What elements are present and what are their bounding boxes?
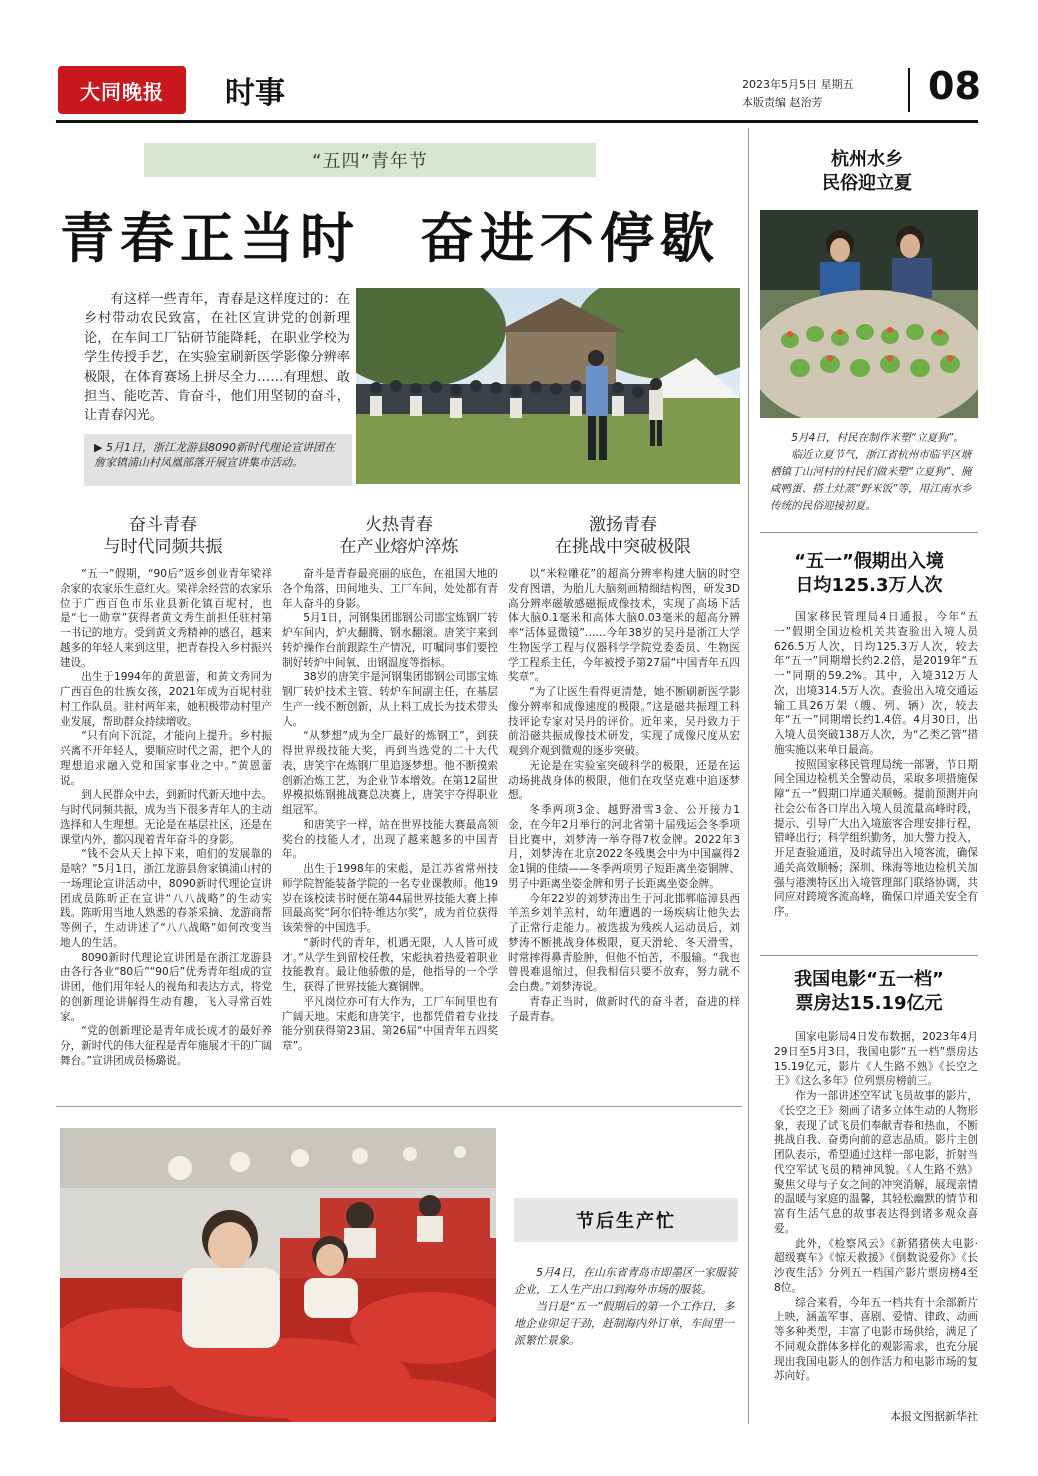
paragraph: “为了让医生看得更清楚，她不断刷新医学影像分辨率和成像速度的极限。”这是磁共振理工科技评论专家对吴丹的评价。近年来，吴丹致力于前沿磁共振成像技术研发，实现了成像尺度从宏观到介观到微观的逐步突破。: [508, 686, 740, 757]
paragraph: 无论是在实验室突破科学的极限，还是在运动场挑战身体的极限，他们在攻坚克难中追逐梦想。: [508, 759, 740, 802]
page-number: 08: [928, 64, 981, 108]
photo-lecture-outdoor: [356, 288, 740, 484]
issue-date: 2023年5月5日 星期五: [742, 78, 854, 91]
lead-paragraph: 有这样一些青年，青春是这样度过的：在乡村带动农民致富，在社区宣讲党的创新理论，在车间工厂钻研节能降耗，在职业学校为学生传授手艺，在实验室刷新医学影像分辨率极限，在体育赛场上拼尽全力……有理想、敢担当、能吃苦、肯奋斗，他们用坚韧的奋斗，让青春闪光。: [84, 292, 350, 424]
paragraph: “只有向下沉淀，才能向上提升。乡村振兴离不开年轻人，要顺应时代之需，把个人的理想追求融入党和国家事业之中。”黄恩蕾说。: [60, 730, 272, 787]
paragraph: 作为一部讲述空军试飞员故事的影片，《长空之王》刻画了诸多立体生动的人物形象，表现了试飞员们奉献青春和热血，不断挑战自我、奋勇向前的意志品质。影片主创团队表示，希望通过这样一部电影，折射当代空军试飞员的精神风貌。《人生路不熟》聚焦父母与子女之间的冲突消解，展现亲情的温暖与家庭的温馨，其轻松幽默的情节和富有生活气息的故事表达得到诸多观众喜爱。: [774, 1090, 978, 1235]
photo-caption: [514, 1264, 738, 1349]
sidebar-headline-1: [760, 148, 974, 196]
paragraph: “从梦想”成为全厂最好的炼钢工”，到获得世界级技能大奖，再到当选党的二十大代表，唐笑宇在炼钢厂里追逐梦想。他不断摸索创新冶炼工艺，为企业节本增效。在第12届世界模拟炼钢挑战赛总决赛上，唐笑宇夺得职业组冠军。: [282, 730, 498, 816]
header-rule: [56, 120, 978, 123]
paragraph: 8090新时代理论宣讲团是在浙江龙游县由各行各业“80后”“90后”优秀青年组成的宣讲团，他们用年轻人的视角和表达方式，将党的创新理论讲解得生动有趣，飞入寻常百姓家。: [60, 951, 272, 1023]
paragraph: 平凡岗位亦可有大作为，工厂车间里也有广阔天地。宋彪和唐笑宇，也都凭借着专业技能分别获得第23届、第26届“中国青年五四奖章”。: [282, 995, 498, 1052]
paragraph: 以“米粒雕花”的超高分辨率构建大脑的时空发育图谱，为胎儿大脑刻画精细结构图，研发3D高分辨率磁敏感磁振成像技术，实现了高场下活体大脑0.1毫米和高体大脑0.03毫米的超高分辨率“活体显微镜”……今年38岁的吴丹是浙江大学生物医学工程与仪器科学学院党委委员、生物医学工程系主任，今年被授予第27届“中国青年五四奖章”。: [508, 568, 740, 684]
paragraph: 出生于1998年的宋彪，是江苏省常州技师学院智能装备学院的一名专业课教师。他19岁在该校读书时便在第44届世界技能大赛上捧回最高奖“阿尔伯特·维达尔奖”，成为首位获得该荣誉的中国选手。: [282, 863, 498, 934]
section-rule: [56, 1106, 742, 1107]
photo-caption: ▶ 5月1日，浙江龙游县8090新时代理论宣讲团在詹家镇浦山村凤凰部落开展宣讲集市活动。: [84, 434, 352, 486]
subheading-line1: 激扬青春: [589, 515, 657, 535]
page-editor: 本版责编 赵治芳: [742, 96, 823, 109]
paragraph: “党的创新理论是青年成长成才的最好养分，新时代的伟大征程是青年施展才干的广阔舞台。”宣讲团成员杨璐说。: [60, 1025, 272, 1067]
section-title: 时事: [225, 76, 285, 111]
subheading-line2: 在挑战中突破极限: [555, 537, 691, 557]
paragraph: 冬季两项3金、越野滑雪3金、公开接力1金，在今年2月举行的河北省第十届残运会冬季项目比赛中，刘梦涛一举夺得7枚金牌。2022年3月，刘梦涛在北京2022冬残奥会中为中国赢得2金1铜的佳绩——冬季两项男子短距离坐姿铜牌、男子中距离坐姿金牌和男子长距离坐姿金牌。: [508, 804, 740, 890]
headline-line1: “五一”假期出入境: [794, 551, 944, 572]
subheading-col2: [296, 514, 502, 558]
article-col1: [60, 567, 272, 1095]
caption-line: 当日是“五一”假期后的第一个工作日，多地企业卯足干劲，赶制海内外订单，车间里一派繁忙景象。: [514, 1300, 735, 1347]
headline-line2: 民俗迎立夏: [822, 173, 912, 194]
article-col2: [282, 567, 498, 1095]
article-col3: [508, 567, 740, 1095]
paragraph: 综合来看，今年五一档共有十余部新片上映，涵盖军事、喜剧、爱情、律政、动画等多种类型，丰富了电影市场供给，满足了不同观众群体多样化的观影需求，也充分展现出我国电影人的创作活力和电影市场的复苏向好。: [774, 1296, 978, 1383]
main-headline: 青春正当时 奋进不停歇: [60, 206, 720, 270]
subheading-line2: 与时代同频共振: [103, 537, 223, 557]
kicker-banner: “五四”青年节: [144, 143, 596, 177]
paragraph: 到人民群众中去，到新时代新天地中去。与时代同频共振，成为当下很多青年人的主动选择和人生理想。无论是在基层社区，还是在课堂内外，都闪现着青年奋斗的身影。: [60, 789, 272, 846]
photo-story-title: 节后生产忙: [514, 1198, 738, 1242]
subheading-col1: [60, 514, 266, 558]
article-box-office: [774, 1030, 978, 1410]
headline-line1: 杭州水乡: [831, 149, 903, 170]
paragraph: “五一”假期，“90后”返乡创业青年梁祥余家的农家乐生意红火。梁祥余经营的农家乐位于广西百色市乐业县新化镇百坭村，也是“七一勋章”获得者黄文秀生前担任驻村第一书记的地方。受到黄文秀精神的感召，越来越多的年轻人来到这里，把青春投入乡村振兴建设。: [60, 568, 272, 669]
sidebar-rule: [760, 532, 978, 533]
byline: 本报文图据新华社: [890, 1410, 978, 1423]
paragraph: 按照国家移民管理局统一部署，节日期间全国边检机关全警动员，采取多项措施保障“五一”假期口岸通关顺畅。提前预测并向社会公布各口岸出入境人员流量高峰时段，提示、引导广大出入境旅客合理安排行程，错峰出行；科学组织勤务，加大警力投入，开足查验通道，及时疏导出入境客流，确保通关高效顺畅；深圳、珠海等地边检机关加强与港澳特区出入境管理部门联络协调，共同应对跨境客流高峰，确保口岸通关安全有序。: [774, 758, 978, 918]
header-divider: [908, 68, 910, 112]
photo-caption: [770, 430, 978, 515]
paragraph: 38岁的唐笑宇是河钢集团邯钢公司邯宝炼钢厂转炉技术主管、转炉车间副主任，在基层生产一线不断创新，从上料工成长为技术带头人。: [282, 671, 498, 728]
paragraph: 和唐笑宇一样，站在世界技能大赛最高领奖台的技能人才，出现了越来越多的中国青年。: [282, 818, 498, 861]
subheading-line1: 火热青春: [365, 515, 433, 535]
newspaper-logo: 大同晚报: [58, 66, 186, 114]
caption-line: 临近立夏节气，浙江省杭州市临平区塘栖镇丁山河村的村民们做米塑“立夏狗”、腌咸鸭蛋、搭土灶蒸“野米饭”等，用江南水乡传统的民俗迎接初夏。: [770, 449, 972, 512]
photo-rice-sculpture: [760, 210, 978, 418]
paragraph: 青春正当时，做新时代的奋斗者，奋进的样子最青春。: [508, 995, 740, 1023]
caption-line: 5月4日，村民在制作米塑“立夏狗”。: [791, 432, 964, 444]
sidebar-rule: [760, 955, 978, 956]
paragraph: 国家移民管理局4日通报，今年“五一”假期全国边检机关共查验出入境人员626.5万人次，日均125.3万人次，较去年“五一”同期增长约2.2倍，是2019年“五一”同期的59.2%。其中，入境312万人次，出境314.5万人次。查验出入境交通运输工具26万架（艘、列、辆）次，较去年“五一”同期增长约1.4倍。4月30日，出入境人员突破138万人次，为“乙类乙管”措施实施以来单日最高。: [774, 611, 978, 756]
paragraph: 5月1日，河钢集团邯钢公司邯宝炼钢厂转炉车间内，炉火翻腾、钢水翻滚。唐笑宇来到转炉操作台前跟踪生产情况，叮嘱同事们要控制好转炉中间氧、出钢温度等指标。: [282, 612, 498, 669]
photo-garment-factory: [60, 1128, 496, 1422]
caption-line: 5月4日，在山东省青岛市即墨区一家服装企业，工人生产出口到海外市场的服装。: [514, 1266, 737, 1296]
headline-line1: 我国电影“五一档”: [794, 969, 944, 990]
subheading-col3: [520, 514, 726, 558]
headline-line2: 票房达15.19亿元: [795, 993, 943, 1014]
paragraph: 此外，《检察风云》《新猪猪侠大电影·超级赛车》《惊天救援》《倒数说爱你》《长沙夜生活》分列五一档国产影片票房榜4至8位。: [774, 1237, 978, 1294]
paragraph: 奋斗是青春最亮丽的底色，在祖国大地的各个角落，田间地头、工厂车间，处处都有青年人奋斗的身影。: [282, 568, 498, 610]
paragraph: 今年22岁的刘梦涛出生于河北邯郸临漳县西羊羔乡刘羊羔村，幼年遭遇的一场疾病让他失去了正常行走能力。被选拔为残疾人运动员后，刘梦涛不断挑战身体极限，夏天滑轮、冬天滑雪，时常摔得鼻青脸肿，但他不怕苦，不服输。“我也曾畏难退缩过，但我相信只要不放弃，努力就不会白费。”刘梦涛说。: [508, 892, 740, 993]
paragraph: 国家电影局4日发布数据，2023年4月29日至5月3日，我国电影“五一档”票房达15.19亿元，影片《人生路不熟》《长空之王》《这么多年》位列票房榜前三。: [774, 1031, 978, 1088]
subheading-line1: 奋斗青春: [129, 515, 197, 535]
column-divider: [748, 128, 749, 1424]
headline-line2: 日均125.3万人次: [795, 575, 943, 596]
subheading-line2: 在产业熔炉淬炼: [339, 537, 459, 557]
sidebar-headline-2: [760, 550, 978, 598]
sidebar-headline-3: [760, 968, 978, 1016]
paragraph: “新时代的青年，机遇无限，人人皆可成才。”从学生到留校任教，宋彪执着热爱着职业技能教育。最让他骄傲的是，他指导的一个学生，获得了世界技能大赛铜牌。: [282, 936, 498, 993]
paragraph: 出生于1994年的黄恩蕾，和黄文秀同为广西百色的壮族女孩，2021年成为百坭村驻村工作队员。驻村两年来，她积极带动村里产业发展，帮助群众持续增收。: [60, 671, 272, 728]
article-immigration: [774, 610, 978, 948]
paragraph: “钱不会从天上掉下来，咱们的发展靠的是啥？”5月1日，浙江龙游县詹家镇浦山村的一场理论宣讲活动中，8090新时代理论宣讲团成员陈昕正在宣讲“八八战略”的生动实践。陈昕用当地人熟悉的春茶采摘、龙游商帮等例子，生动讲述了“八八战略”如何改变当地人的生活。: [60, 848, 272, 949]
